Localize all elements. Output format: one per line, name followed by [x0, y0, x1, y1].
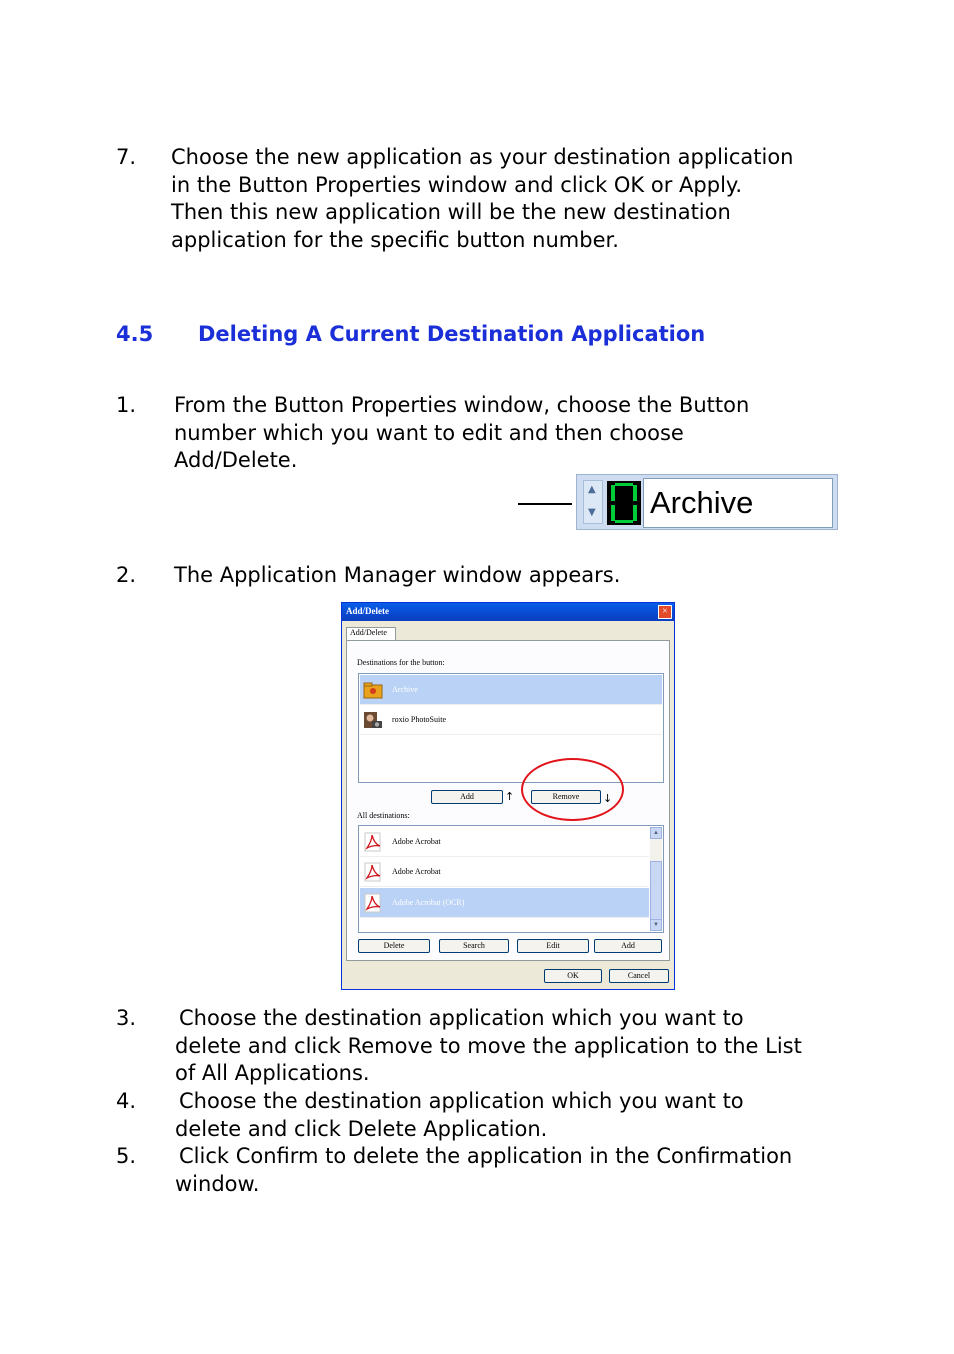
remove-button[interactable]: Remove [531, 790, 601, 804]
photosuite-icon [363, 710, 383, 730]
acrobat-icon [363, 893, 383, 913]
destinations-label: Destinations for the button: [357, 658, 445, 667]
section-number: 4.5 [116, 322, 154, 346]
list-item[interactable] [360, 888, 649, 918]
all-destinations-label: All destinations: [357, 811, 410, 820]
spin-control[interactable] [583, 480, 603, 524]
down-arrow-icon: ↓ [603, 792, 613, 805]
add-destination-button[interactable]: Add [594, 939, 662, 953]
tab-panel [346, 640, 670, 961]
step-number: 4. [116, 1089, 137, 1113]
all-destinations-list[interactable] [358, 825, 664, 933]
spin-down-icon[interactable]: ▼ [588, 507, 596, 518]
step-text-line: number which you want to edit and then choose [174, 420, 684, 445]
destination-name: Adobe Acrobat [392, 867, 441, 876]
destination-field[interactable] [643, 478, 833, 528]
destination-name: Adobe Acrobat (OCR) [392, 898, 465, 907]
step-text-line: Add/Delete. [174, 448, 298, 472]
step-number: 7. [116, 145, 137, 169]
delete-button[interactable]: Delete [358, 939, 430, 953]
button-number-widget [576, 474, 838, 530]
up-arrow-icon: ↑ [505, 790, 515, 803]
close-icon[interactable]: × [658, 605, 672, 619]
dialog-titlebar [342, 603, 674, 621]
step-text-line: application for the specific button number. [171, 227, 619, 252]
section-title: Deleting A Current Destination Application [198, 322, 706, 346]
list-item[interactable] [360, 827, 649, 857]
search-button[interactable]: Search [439, 939, 509, 953]
scroll-up-icon[interactable]: ▲ [650, 827, 662, 839]
step-text-line: Choose the destination application which you want to [179, 1006, 744, 1030]
list-item[interactable] [360, 857, 649, 887]
list-item[interactable] [360, 705, 662, 735]
destination-label: Archive [650, 485, 754, 520]
step-text-line: delete and click Delete Application. [175, 1116, 548, 1141]
spin-up-icon[interactable]: ▲ [588, 484, 596, 495]
step-number: 3. [116, 1006, 137, 1030]
destination-name: roxio PhotoSuite [392, 715, 447, 724]
step-text-line: Then this new application will be the new destination [171, 200, 731, 224]
tab-add-delete[interactable]: Add/Delete [346, 627, 396, 641]
destination-name: Adobe Acrobat [392, 837, 441, 846]
step-text-line: Choose the new application as your destination application [171, 145, 794, 169]
seven-segment-digit-icon [607, 481, 641, 525]
step-text-line: in the Button Properties window and click OK or Apply. [171, 172, 743, 197]
dialog-title: Add/Delete [346, 606, 389, 616]
scroll-down-icon[interactable]: ▼ [650, 919, 662, 931]
cancel-button[interactable]: Cancel [609, 969, 669, 983]
scrollbar[interactable] [650, 827, 662, 931]
list-item[interactable] [360, 675, 662, 705]
add-delete-dialog [341, 602, 675, 990]
ok-button[interactable]: OK [544, 969, 602, 983]
step-text-line: Click Confirm to delete the application in the Confirmation [179, 1144, 793, 1168]
edit-button[interactable]: Edit [517, 939, 589, 953]
destination-name: Archive [392, 685, 418, 694]
step-text-line: Choose the destination application which you want to [179, 1089, 744, 1113]
acrobat-icon [363, 832, 383, 852]
scroll-thumb[interactable] [650, 861, 662, 921]
step-number: 5. [116, 1144, 137, 1168]
destinations-list[interactable] [358, 673, 664, 783]
step-text-line: of All Applications. [175, 1061, 370, 1085]
step-text-line: delete and click Remove to move the application to the List [175, 1033, 802, 1058]
step-text-line: window. [175, 1171, 260, 1196]
step-text-line: The Application Manager window appears. [174, 563, 621, 587]
highlight-circle [521, 758, 624, 821]
callout-line [518, 503, 572, 505]
archive-folder-icon [363, 680, 383, 700]
step-number: 1. [116, 393, 137, 417]
acrobat-icon [363, 862, 383, 882]
add-button[interactable]: Add [431, 790, 503, 804]
step-number: 2. [116, 563, 137, 587]
step-text-line: From the Button Properties window, choose the Button [174, 393, 750, 417]
